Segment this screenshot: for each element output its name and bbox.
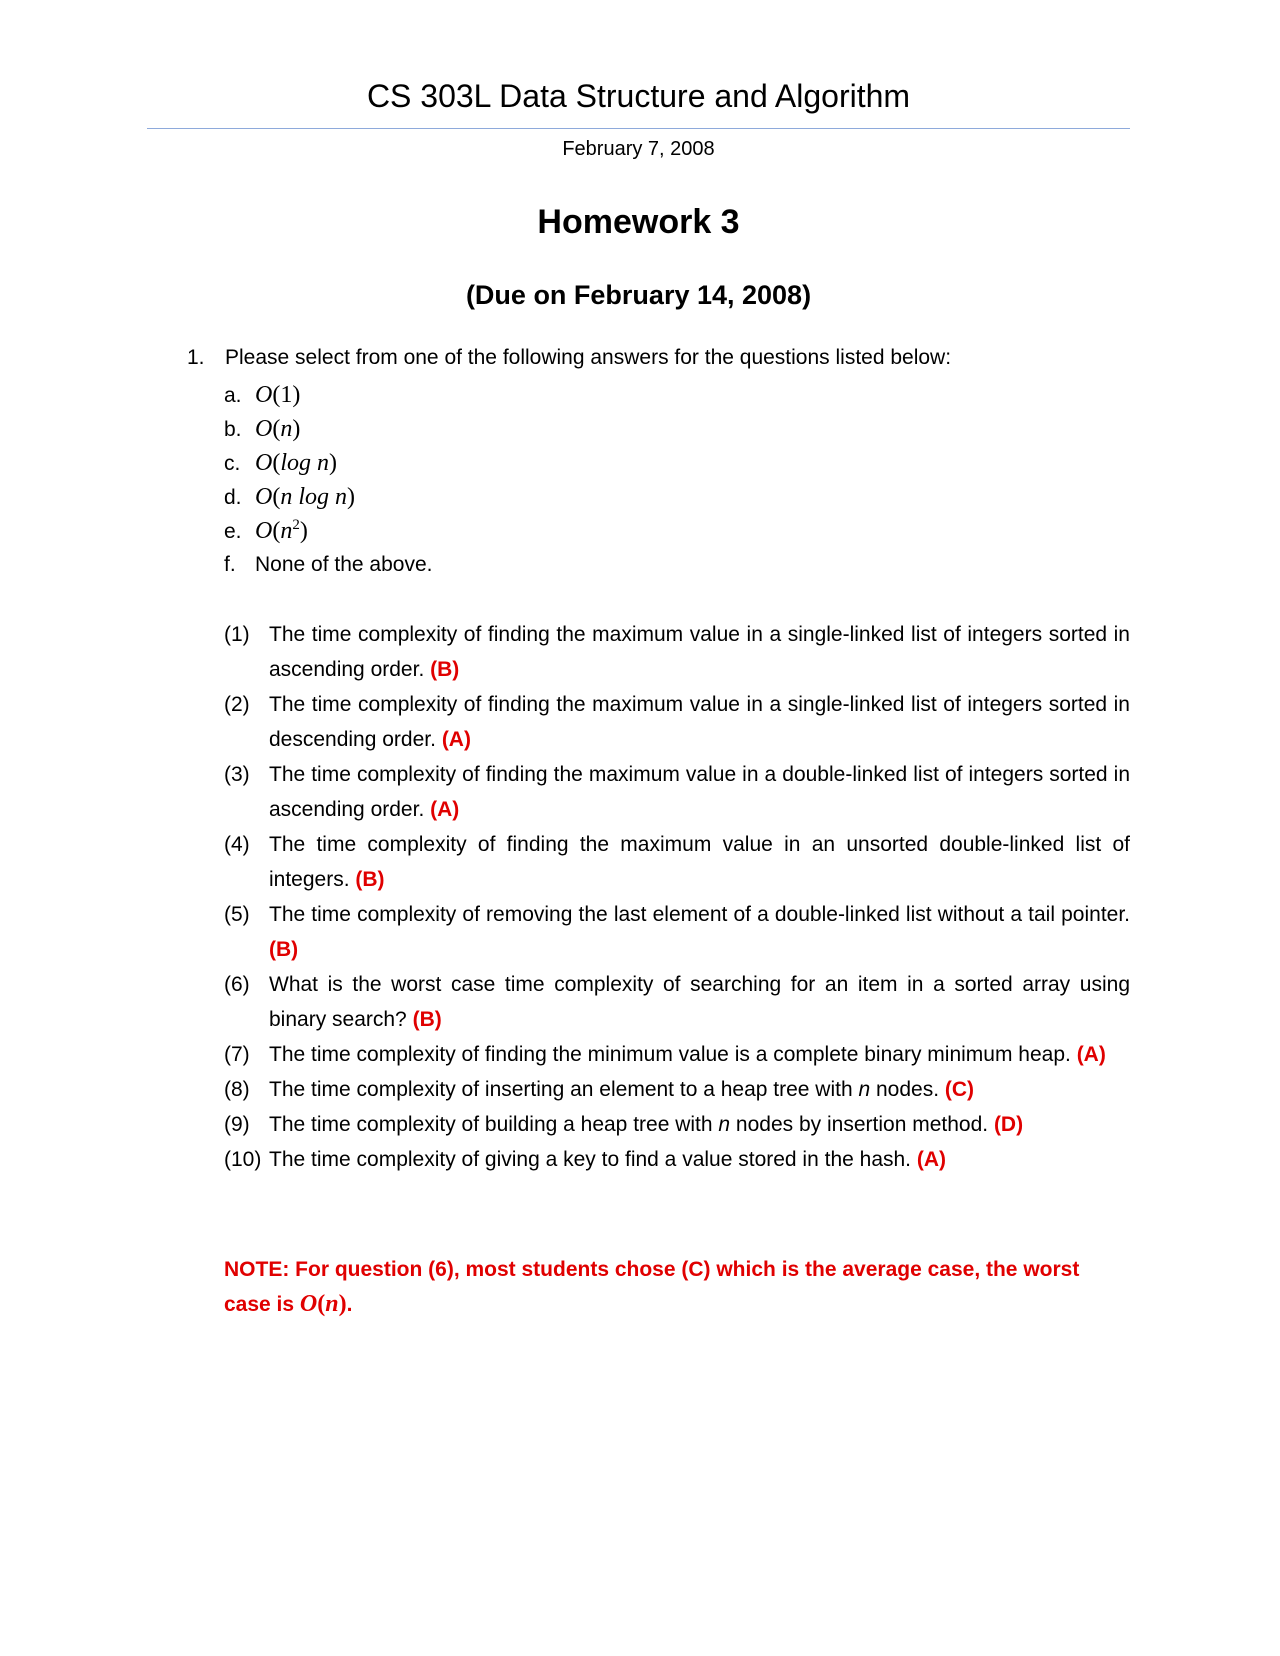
option-item [224, 446, 432, 480]
item-number: (6) [224, 973, 250, 996]
homework-title: Homework 3 [537, 203, 740, 241]
item-text: The time complexity of finding the maximum value in a single-linked list of integers sorted in ascending order. [269, 623, 1130, 681]
option-item [224, 378, 432, 412]
course-title: CS 303L Data Structure and Algorithm [366, 78, 911, 114]
answer-label: (C) [944, 1078, 975, 1101]
option-letter: f. [224, 553, 236, 576]
note-formula: O(n) [299, 1291, 347, 1317]
item-text: The time complexity of building a heap tree with [269, 1113, 719, 1136]
item-text: What is the worst case time complexity of searching for an item in a sorted array using binary search? [269, 973, 1130, 1031]
item-number: (9) [224, 1113, 250, 1136]
option-item [224, 412, 432, 446]
item-text: The time complexity of finding the minimum value is a complete binary minimum heap. [269, 1043, 1071, 1066]
note-text [224, 1252, 1124, 1322]
answer-label: (B) [430, 658, 460, 681]
option-formula: O(1) [255, 382, 301, 408]
list-item [224, 687, 1130, 757]
option-letter: d. [224, 486, 242, 509]
option-letter: a. [224, 384, 242, 407]
list-item [224, 1037, 1130, 1072]
option-letter: e. [224, 520, 242, 543]
answer-label: (B) [412, 1008, 442, 1031]
item-text: The time complexity of removing the last element of a double-linked list without a tail pointer. [269, 903, 1130, 926]
item-text-end: nodes by insertion method. [730, 1113, 989, 1136]
due-date: (Due on February 14, 2008) [465, 280, 812, 310]
list-item [224, 1107, 1130, 1142]
option-formula: O(n) [255, 416, 301, 442]
item-number: (10) [224, 1148, 262, 1171]
list-item [224, 757, 1130, 827]
item-text: The time complexity of inserting an element to a heap tree with [269, 1078, 859, 1101]
answer-label: (B) [269, 938, 299, 961]
item-number: (4) [224, 833, 250, 856]
option-item [224, 480, 432, 514]
note-body: NOTE: For question (6), most students chose (C) which is the average case, the worst case is [224, 1258, 1080, 1316]
item-number: (1) [224, 623, 250, 646]
option-letter: c. [224, 452, 241, 475]
item-number: (8) [224, 1078, 250, 1101]
item-number: (3) [224, 763, 250, 786]
item-number: (2) [224, 693, 250, 716]
list-item [224, 897, 1130, 967]
option-letter: b. [224, 418, 242, 441]
item-text: The time complexity of finding the maximum value in an unsorted double-linked list of integers. [269, 833, 1130, 891]
variable-n: n [718, 1113, 731, 1136]
answer-label: (A) [916, 1148, 947, 1171]
option-formula: $O(n^2)$ [255, 517, 308, 544]
item-number: (5) [224, 903, 250, 926]
option-item [224, 514, 432, 548]
item-text: The time complexity of finding the maximum value in a double-linked list of integers sorted in ascending order. [269, 763, 1130, 821]
document-date: February 7, 2008 [562, 138, 715, 160]
option-text: None of the above. [255, 553, 433, 576]
answer-label: (A) [441, 728, 471, 751]
answer-label: (A) [1076, 1043, 1106, 1066]
list-item [224, 1072, 1130, 1107]
question-prompt-text: Please select from one of the following answers for the questions listed below: [225, 346, 952, 369]
list-item [224, 967, 1130, 1037]
option-formula: O(n log n) [255, 484, 356, 510]
answer-label: (D) [993, 1113, 1024, 1136]
answer-label: (B) [355, 868, 385, 891]
item-text: The time complexity of finding the maximum value in a single-linked list of integers sorted in descending order. [269, 693, 1130, 751]
answer-options [224, 378, 432, 582]
item-number: (7) [224, 1043, 250, 1066]
item-text-end: nodes. [870, 1078, 940, 1101]
list-item [224, 827, 1130, 897]
note-end: . [346, 1293, 353, 1316]
title-divider [147, 128, 1130, 129]
question-prompt [187, 343, 951, 373]
list-item [224, 617, 1130, 687]
item-text: The time complexity of giving a key to find a value stored in the hash. [269, 1148, 912, 1171]
question-number: 1. [187, 346, 205, 369]
option-formula: O(log n) [255, 450, 338, 476]
question-list [224, 617, 1130, 1177]
option-item [224, 548, 432, 582]
list-item [224, 1142, 1130, 1177]
variable-n: n [858, 1078, 871, 1101]
answer-label: (A) [430, 798, 460, 821]
